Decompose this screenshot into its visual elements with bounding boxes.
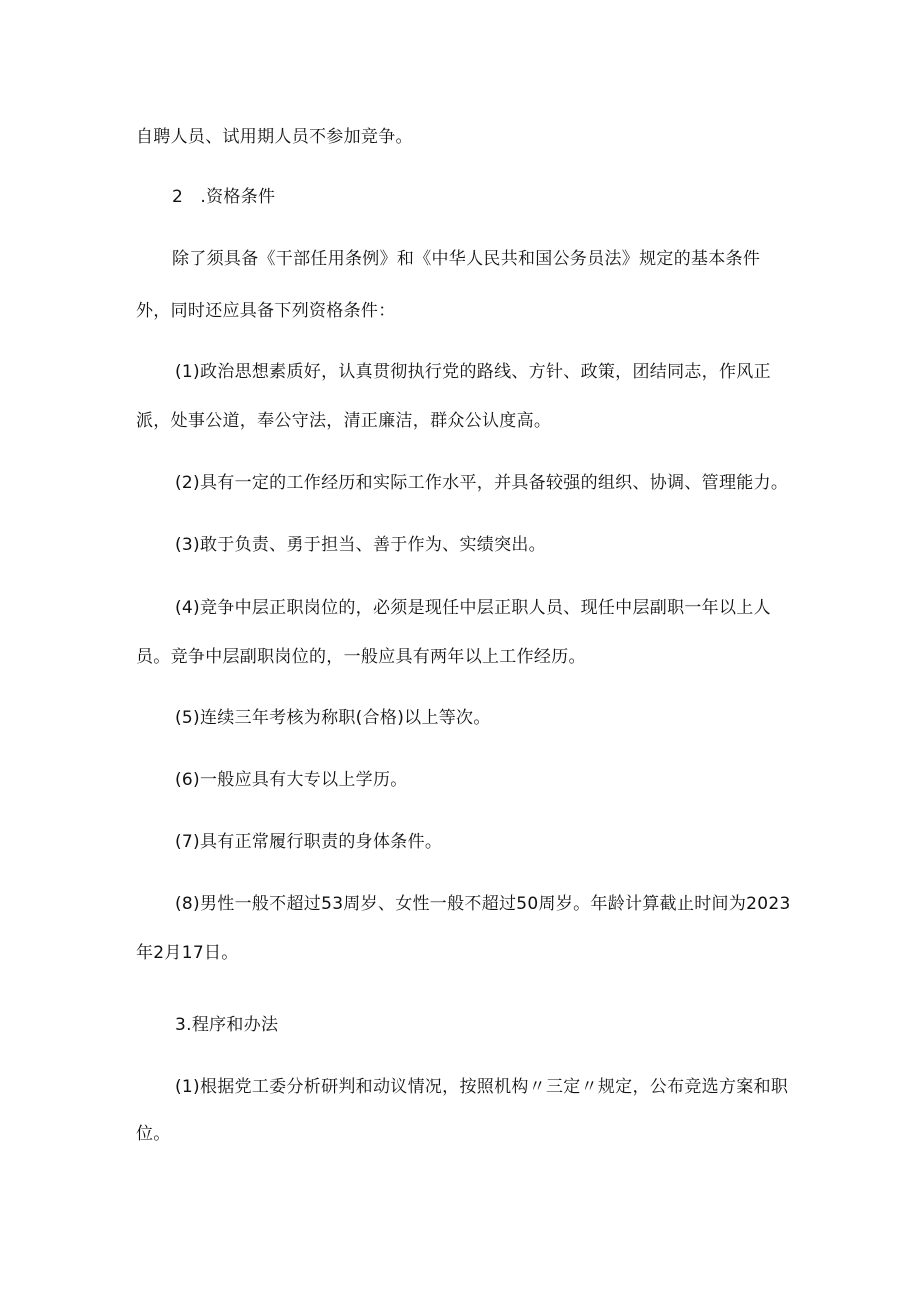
- paragraph-line-basic-conditions-cont: 外，同时还应具备下列资格条件：: [136, 301, 396, 321]
- list-item-5: (5)连续三年考核为称职(合格)以上等次。: [175, 708, 491, 728]
- list-item-8: (8)男性一般不超过53周岁、女性一般不超过50周岁。年龄计算截止时间为2023: [175, 894, 791, 914]
- list-item-1: (1)政治思想素质好，认真贯彻执行党的路线、方针、政策，团结同志，作风正: [175, 362, 771, 382]
- procedure-item-1: (1)根据党工委分析研判和动议情况，按照机构〃三定〃规定，公布竞选方案和职: [175, 1077, 789, 1097]
- list-item-1-cont: 派，处事公道，奉公守法，清正廉洁，群众公认度高。: [136, 411, 552, 431]
- list-item-4-cont: 员。竞争中层副职岗位的，一般应具有两年以上工作经历。: [136, 647, 586, 667]
- procedure-item-1-cont: 位。: [136, 1124, 171, 1144]
- list-item-4: (4)竞争中层正职岗位的，必须是现任中层正职人员、现任中层副职一年以上人: [175, 598, 771, 618]
- section-heading-procedures: 3.程序和办法: [175, 1015, 279, 1035]
- list-item-7: (7)具有正常履行职责的身体条件。: [175, 832, 443, 852]
- paragraph-line-exclusion: 自聘人员、试用期人员不参加竞争。: [136, 127, 413, 147]
- paragraph-line-basic-conditions: 除了须具备《干部任用条例》和《中华人民共和国公务员法》规定的基本条件: [172, 249, 761, 269]
- list-item-3: (3)敢于负责、勇于担当、善于作为、实绩突出。: [175, 535, 546, 555]
- list-item-6: (6)一般应具有大专以上学历。: [175, 770, 408, 790]
- section-heading-qualifications: 2 .资格条件: [172, 187, 276, 207]
- list-item-2: (2)具有一定的工作经历和实际工作水平，并具备较强的组织、协调、管理能力。: [175, 473, 789, 493]
- list-item-8-cont: 年2月17日。: [136, 943, 239, 963]
